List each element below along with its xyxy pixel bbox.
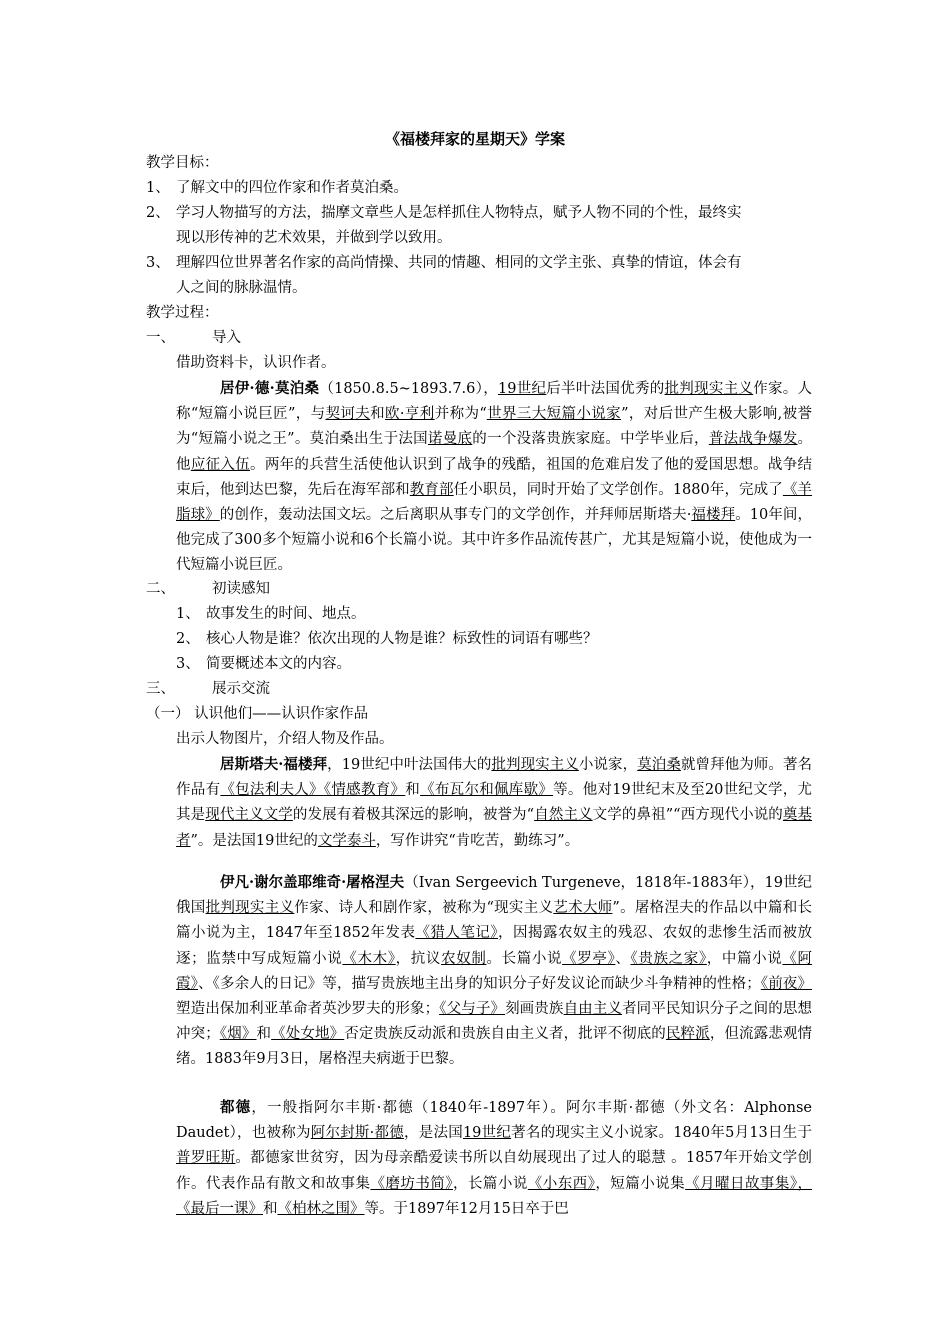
- text-run: ，中篇小说: [706, 950, 783, 967]
- goal-item-1: [146, 176, 408, 201]
- link-text: 福楼拜: [691, 507, 736, 524]
- link-text: 世界三大短篇小说家: [486, 406, 622, 423]
- link-text: 批判现实主义: [205, 900, 295, 917]
- goal-number: 3、: [146, 255, 170, 271]
- subsection-1-heading: （一） 认识他们——认识作家作品: [146, 706, 369, 722]
- text-run: 。10年间，他完成了300多个短篇小说和6个长篇小说。其中许多作品流传甚广，尤其是短篇小说，使他成为一代短篇小说巨匠。: [176, 507, 813, 574]
- text-run: ，抗议: [395, 950, 442, 967]
- text-run: 后半叶法国优秀的: [546, 381, 665, 397]
- text-run: ”，对后世产生极大影响,被誉为“短篇小说之王”。莫泊桑出生于法国: [176, 406, 813, 448]
- link-text: 教育部: [409, 481, 454, 498]
- text-run: ，写作讲究“肯吃苦，勤练习”。: [375, 832, 580, 849]
- goal-text: 了解文中的四位作家和作者莫泊桑。: [176, 180, 408, 196]
- link-text: 《月曜日故事集》: [685, 1175, 798, 1192]
- text-run: 著名的现实主义小说家。1840年5月13日生于: [511, 1125, 812, 1142]
- text-run: 者同平民知识分子之间的思想冲突；: [176, 1001, 813, 1043]
- text-run: ，短篇小说集: [595, 1175, 686, 1192]
- link-text: 文学泰斗: [317, 832, 376, 849]
- link-text: 阿尔封斯·都德: [310, 1125, 404, 1142]
- link-text: 自然主义: [534, 807, 593, 824]
- link-text: 《贵族之家》: [630, 950, 707, 967]
- text-run: 文学的鼻祖”“西方现代小说的: [592, 807, 783, 824]
- section-title: 展示交流: [212, 681, 270, 697]
- link-text: 《情感教育》: [323, 782, 406, 799]
- link-text: 《磨坊书简》: [370, 1175, 453, 1192]
- section-1-heading: [146, 326, 241, 351]
- text-run: 和: [370, 406, 386, 423]
- text-run: （Ivan Sergeevich Turgeneve，1818年-1883年），19世纪俄国: [176, 875, 812, 917]
- text-run: 塑造出保加利亚革命者英沙罗夫的形象；: [176, 1001, 440, 1018]
- text-run: ，但流露悲观情绪。1883年9月3日，屠格涅夫病逝于巴黎。: [176, 1026, 813, 1068]
- question-text: 简要概述本文的内容。: [206, 656, 351, 672]
- goal-text: 学习人物描写的方法，揣摩文章些人是怎样抓住人物特点，赋予人物不同的个性，最终实: [176, 205, 742, 221]
- link-text: 莫泊桑: [637, 757, 681, 773]
- text-run: ，因揭露农奴主的残忍、农奴的悲惨生活而被放逐；监禁中写成短篇小说: [176, 925, 813, 967]
- link-text: 《罗亭》: [562, 950, 616, 967]
- text-run: 的创作，轰动法国文坛。之后离职从事专门的文学创作，并拜师居斯塔夫·: [219, 507, 692, 524]
- link-text: 《猎人笔记》: [415, 925, 499, 942]
- text-run: 。长篇小说: [486, 950, 563, 967]
- question-text: 核心人物是谁？依次出现的人物是谁？标致性的词语有哪些？: [206, 631, 598, 647]
- link-text: 19世纪: [462, 1125, 512, 1142]
- text-run: ，长篇小说: [453, 1175, 528, 1192]
- goal-number: 1、: [146, 180, 170, 196]
- subsection-1-intro: 出示人物图片，介绍人物及作品。: [176, 731, 394, 747]
- section-3-heading: [146, 677, 270, 702]
- text-run: ，是法国: [404, 1125, 463, 1142]
- text-run: 。他: [176, 431, 813, 473]
- link-text: 批判现实主义: [664, 381, 754, 397]
- text-run: ，19世纪中叶法国伟大的: [327, 757, 492, 773]
- text-run: 和: [263, 1200, 278, 1217]
- link-text: 契诃夫: [325, 406, 371, 423]
- link-text: 民粹派: [665, 1026, 710, 1043]
- link-text: 《前夜》: [760, 975, 813, 992]
- goal-item-3: [146, 251, 742, 276]
- link-text: 《木木》: [342, 950, 396, 967]
- question-item-1: [176, 602, 366, 627]
- link-text: 《处女地》: [271, 1026, 345, 1043]
- text-run: 和: [405, 782, 421, 799]
- link-text: 艺术大师: [553, 900, 613, 917]
- link-text: 《烟》: [219, 1026, 257, 1043]
- link-text: 《包法利夫人》: [220, 782, 324, 799]
- text-run: 的一个没落贵族家庭。中学毕业后，: [472, 431, 709, 448]
- author-name: 伊凡·谢尔盖耶维奇·屠格涅夫: [220, 874, 405, 891]
- link-text: 应征入伍: [190, 456, 251, 473]
- question-number: 3、: [176, 656, 200, 672]
- text-run: 小说家，: [578, 757, 638, 773]
- daudet-bio: [176, 1095, 812, 1222]
- author-name: 居斯塔夫·福楼拜: [220, 756, 328, 773]
- text-run: ”。是法国19世纪的: [190, 832, 318, 849]
- document-title: 《福楼拜家的星期天》学案: [384, 130, 565, 148]
- text-run: 并称为“: [434, 406, 487, 423]
- text-run: 作家、诗人和剧作家，被称为“现实主义: [294, 900, 554, 917]
- text-run: 和: [256, 1026, 272, 1043]
- goal-item-2-cont: 现以形传神的艺术效果，并做到学以致用。: [176, 230, 452, 246]
- text-run: 。都德家世贫穷，因为母亲酷爱读书所以自幼展现出了过人的聪慧 。1857年开始文学创作。代表作品有散文和故事集: [176, 1150, 813, 1192]
- flaubert-bio: [176, 752, 812, 854]
- text-run: 作家。人称“短篇小说巨匠”，与: [176, 381, 813, 423]
- maupassant-bio: [176, 376, 812, 579]
- section-title: 导入: [212, 330, 241, 346]
- link-text: 普罗旺斯: [176, 1150, 236, 1167]
- link-text: 《布瓦尔和佩库歇》: [420, 782, 554, 799]
- link-text: 自由主义: [563, 1001, 623, 1018]
- section-number: 三、: [146, 681, 175, 697]
- text-run: 任小职员，同时开始了文学创作。1880年，完成了: [453, 481, 783, 498]
- link-text: 现代主义文学: [205, 807, 293, 824]
- link-text: 普法战争爆发: [708, 431, 798, 448]
- link-text: 农奴制: [441, 950, 487, 967]
- turgenev-bio: [176, 870, 812, 1073]
- link-text: 《父与子》: [439, 1001, 506, 1018]
- text-run: 的发展有着极其深远的影响，被誉为“: [292, 807, 535, 824]
- author-name: 都德: [220, 1099, 252, 1116]
- question-text: 故事发生的时间、地点。: [206, 606, 366, 622]
- goal-item-3-cont: 人之间的脉脉温情。: [176, 280, 307, 296]
- text-run: ，一般指阿尔丰斯·都德（1840年-1897年）。阿尔丰斯·都德（外文名：Alphonse Daudet），也被称为: [176, 1100, 812, 1142]
- link-text: 《阿霞》: [176, 950, 813, 992]
- text-run: 就曾拜他为师。著名作品有: [176, 757, 813, 799]
- text-run: ，: [797, 1175, 813, 1192]
- goal-number: 2、: [146, 205, 170, 221]
- text-run: 。两年的兵营生活使他认识到了战争的残酷，祖国的危难启发了他的爱国思想。战争结束后，他到达巴黎，先后在海军部和: [176, 456, 813, 498]
- section-number: 二、: [146, 581, 175, 597]
- section-2-heading: [146, 577, 270, 602]
- section-1-intro: 借助资料卡，认识作者。: [176, 355, 336, 371]
- link-text: 欧·亨利: [385, 406, 435, 423]
- link-text: 《小东西》: [527, 1175, 596, 1192]
- link-text: 《柏林之围》: [277, 1200, 365, 1217]
- goal-item-2: [146, 201, 742, 226]
- section-title: 初读感知: [212, 581, 270, 597]
- text-run: 、: [615, 950, 631, 967]
- text-run: 、《多余人的日记》等，描写贵族地主出身的知识分子好发议论而缺少斗争精神的性格；: [198, 975, 761, 992]
- link-text: 批判现实主义: [491, 757, 579, 773]
- goal-text: 理解四位世界著名作家的高尚情操、共同的情趣、相同的文学主张、真挚的情谊，体会有: [176, 255, 742, 271]
- link-text: 19世纪: [497, 381, 547, 397]
- text-run: 等。他对19世纪末及至20世纪文学，尤其是: [176, 782, 813, 824]
- text-run: （1850.8.5~1893.7.6），: [319, 381, 498, 397]
- goals-heading: 教学目标：: [146, 155, 219, 171]
- question-number: 2、: [176, 631, 200, 647]
- text-run: 否定贵族反动派和贵族自由主义者，批评不彻底的: [344, 1026, 666, 1043]
- question-number: 1、: [176, 606, 200, 622]
- section-number: 一、: [146, 330, 175, 346]
- author-name: 居伊·德·莫泊桑: [220, 380, 320, 397]
- link-text: 诺曼底: [427, 431, 473, 448]
- text-run: 刻画贵族: [505, 1001, 564, 1018]
- link-text: 奠基者: [176, 807, 813, 849]
- question-item-3: [176, 652, 351, 677]
- link-text: 《最后一课》: [176, 1200, 263, 1217]
- question-item-2: [176, 627, 598, 652]
- link-text: 《羊脂球》: [176, 481, 813, 524]
- text-run: 等。于1897年12月15日卒于巴: [364, 1200, 569, 1217]
- process-heading: 教学过程：: [146, 305, 219, 321]
- text-run: ”。屠格涅夫的作品以中篇和长篇小说为主，1847年至1852年发表: [176, 900, 813, 942]
